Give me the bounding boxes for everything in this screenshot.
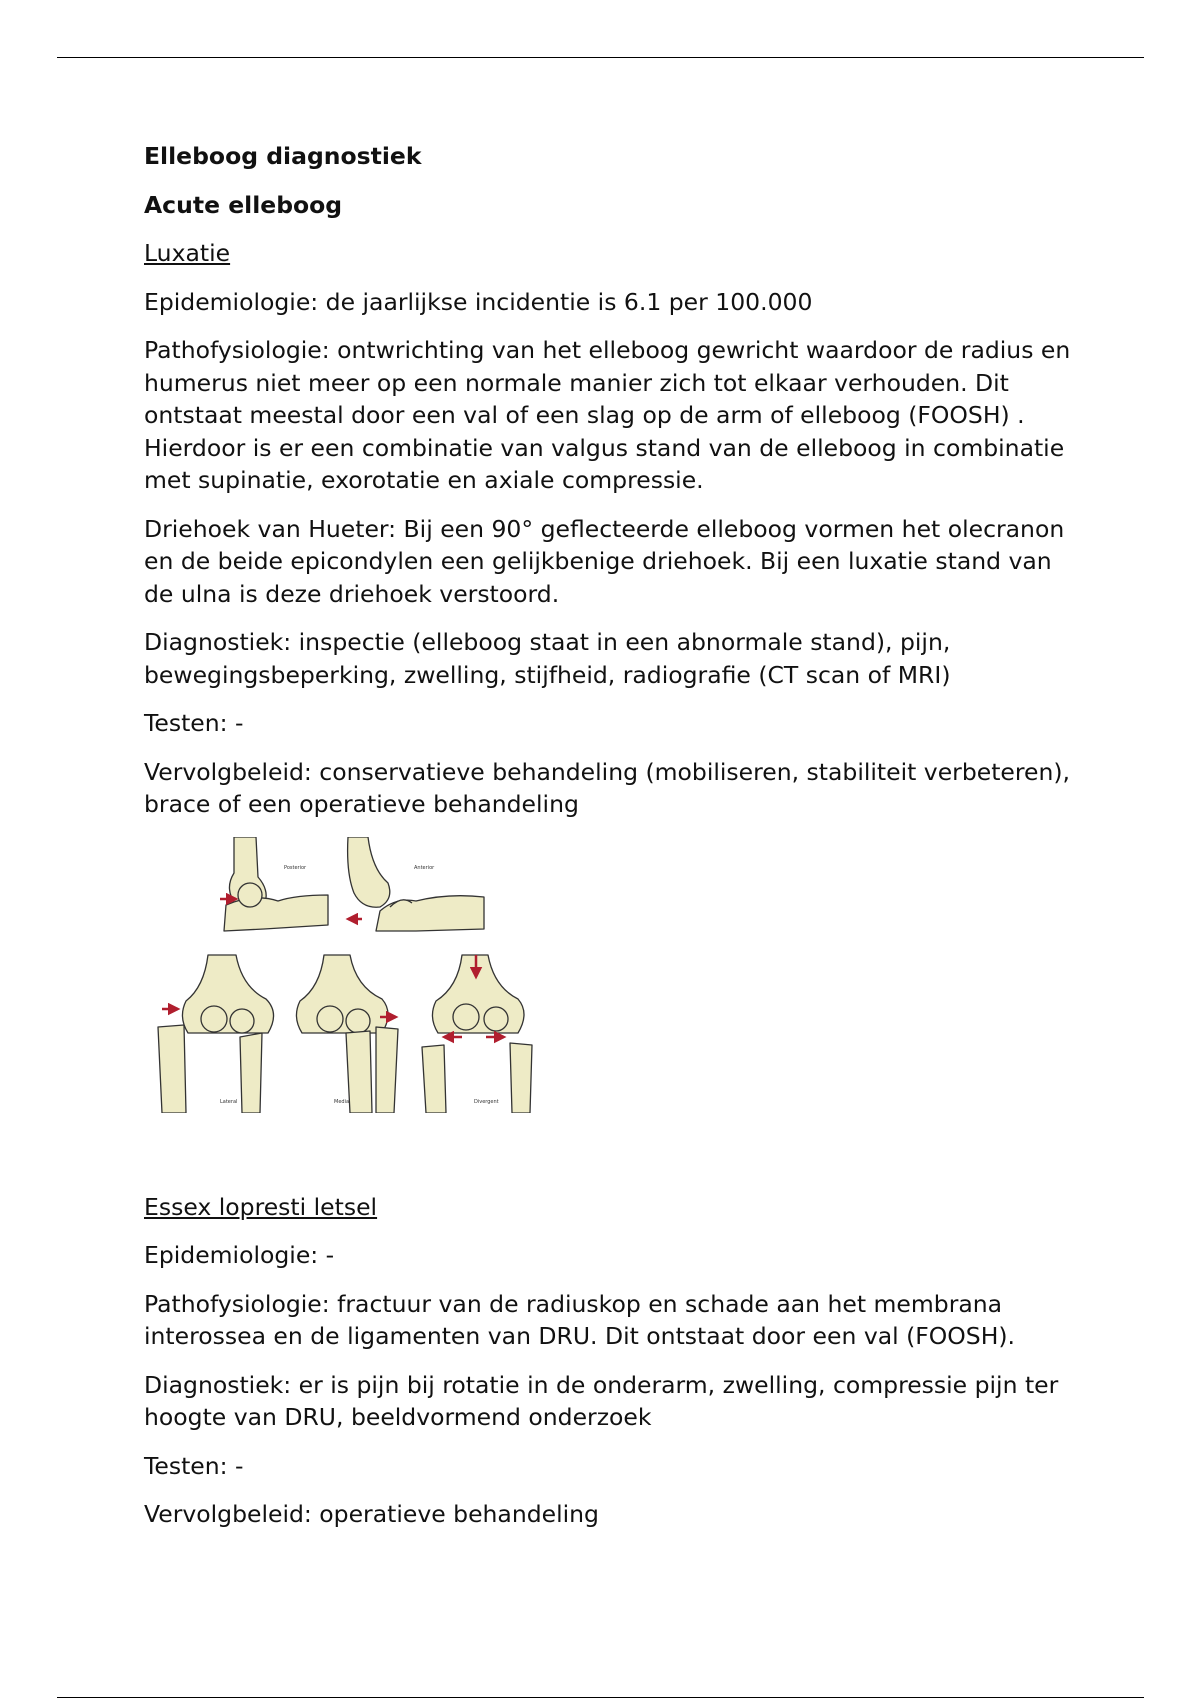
luxatie-pathofysiologie: Pathofysiologie: ontwrichting van het elleboog gewricht waardoor de radius en humerus niet meer op een normale manier zich tot elkaar verhouden. Dit ontstaat meestal door een val of een slag op de arm of elleboog (FOOSH) . Hierdoor is er een combinatie van valgus stand van de elleboog in combinatie met supinatie, exorotatie en axiale compressie. xyxy=(144,336,1071,494)
essex-diagnostiek: Diagnostiek: er is pijn bij rotatie in de onderarm, zwelling, compressie pijn ter hoogte van DRU, beeldvormend onderzoek xyxy=(144,1370,1059,1431)
elbow-dislocation-figure xyxy=(144,837,544,1113)
luxatie-vervolgbeleid: Vervolgbeleid: conservatieve behandeling (mobiliseren, stabiliteit verbeteren), brace of een operatieve behandeling xyxy=(144,757,1071,818)
anterior-dislocation-drawing xyxy=(348,837,484,931)
figure-label-anterior: Anterior xyxy=(414,864,435,871)
figure-label-lateral: Lateral xyxy=(220,1098,238,1105)
page-top-rule xyxy=(57,57,1144,58)
divergent-dislocation-drawing xyxy=(422,955,532,1113)
essex-pathofysiologie: Pathofysiologie: fractuur van de radiuskop en schade aan het membrana interossea en de ligamenten van DRU. Dit ontstaat door een val (FOOSH). xyxy=(144,1289,1016,1350)
medial-dislocation-drawing xyxy=(296,955,398,1113)
posterior-dislocation-drawing xyxy=(224,837,328,931)
section-title: Acute elleboog xyxy=(144,190,343,219)
luxatie-driehoek: Driehoek van Hueter: Bij een 90° geflecteerde elleboog vormen het olecranon en de beide epicondylen een gelijkbenige driehoek. Bij een luxatie stand van de ulna is deze driehoek verstoord. xyxy=(144,514,1065,608)
document-title: Elleboog diagnostiek xyxy=(144,142,422,170)
essex-epidemiologie: Epidemiologie: - xyxy=(144,1241,335,1269)
luxatie-heading: Luxatie xyxy=(144,239,231,267)
essex-testen: Testen: - xyxy=(144,1451,244,1480)
essex-vervolgbeleid: Vervolgbeleid: operatieve behandeling xyxy=(144,1500,599,1528)
lateral-dislocation-drawing xyxy=(158,955,274,1113)
page-bottom-rule xyxy=(57,1697,1144,1698)
luxatie-diagnostiek: Diagnostiek: inspectie (elleboog staat in een abnormale stand), pijn, bewegingsbeperking, zwelling, stijfheid, radiografie (CT scan of MRI) xyxy=(144,628,951,689)
figure-label-divergent: Divergent xyxy=(474,1098,499,1105)
figure-label-posterior: Posterior xyxy=(284,864,307,871)
luxatie-testen: Testen: - xyxy=(144,709,244,737)
luxatie-epidemiologie: Epidemiologie: de jaarlijkse incidentie is 6.1 per 100.000 xyxy=(144,287,813,316)
figure-label-medial: Medial xyxy=(334,1098,351,1105)
document-body xyxy=(144,140,1074,1547)
essex-heading: Essex lopresti letsel xyxy=(144,1192,378,1221)
